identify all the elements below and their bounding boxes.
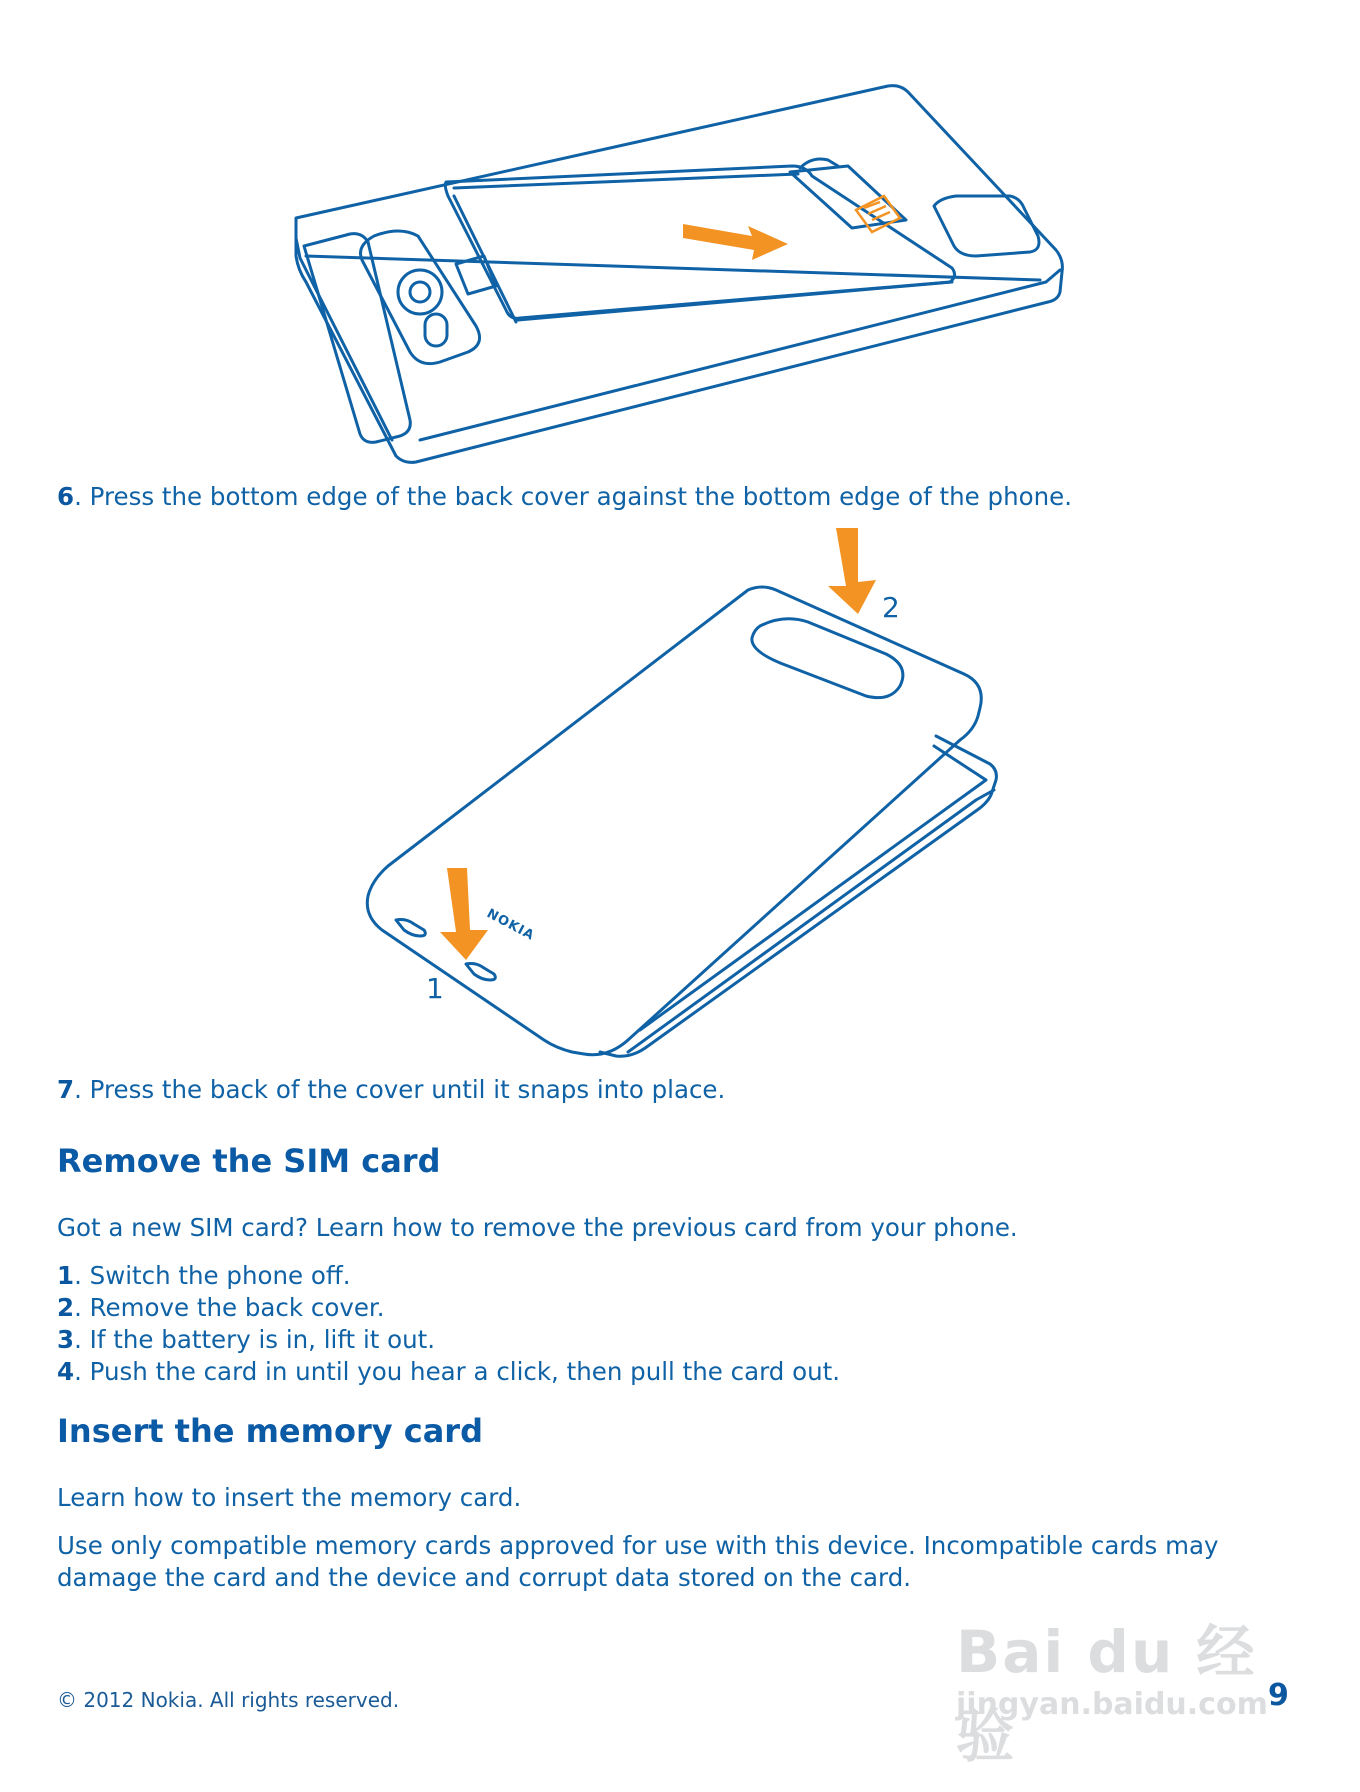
step-7-text: . Press the back of the cover until it snaps into place.	[74, 1075, 726, 1104]
label-1: 1	[426, 972, 444, 1005]
list-item-number: 3	[57, 1325, 75, 1354]
nokia-logo: NOKIA	[484, 906, 537, 944]
list-item-number: 4	[57, 1357, 75, 1386]
list-item	[57, 1292, 840, 1324]
baidu-watermark	[950, 1595, 1280, 1770]
remove-sim-intro: Got a new SIM card? Learn how to remove the previous card from your phone.	[57, 1213, 1018, 1242]
list-item	[57, 1356, 840, 1388]
insert-arrow	[683, 224, 788, 260]
copyright-footer: © 2012 Nokia. All rights reserved.	[57, 1688, 400, 1712]
step-6	[57, 482, 1072, 511]
step-7	[57, 1075, 725, 1104]
label-2: 2	[882, 591, 900, 624]
memory-card-warning: Use only compatible memory cards approved for use with this device. Incompatible cards may damage the card and the device and corrupt data stored on the card.	[57, 1531, 1219, 1592]
page-number: 9	[1268, 1678, 1289, 1713]
list-item-text: . Push the card in until you hear a click, then pull the card out.	[74, 1357, 841, 1386]
remove-sim-steps	[57, 1260, 840, 1388]
list-item	[57, 1260, 840, 1292]
list-item-text: . Remove the back cover.	[74, 1293, 385, 1322]
watermark-url: jingyan.baidu.com	[956, 1687, 1268, 1722]
press-arrow-1	[440, 868, 488, 960]
remove-sim-heading: Remove the SIM card	[57, 1142, 441, 1180]
step-7-number: 7	[57, 1075, 75, 1104]
watermark-logo: Bai du 经验	[956, 1618, 1257, 1770]
insert-memory-heading: Insert the memory card	[57, 1412, 483, 1450]
list-item	[57, 1324, 840, 1356]
step-6-number: 6	[57, 482, 75, 511]
back-cover-press-illustration	[0, 520, 1360, 1080]
battery-insert-illustration	[0, 60, 1360, 480]
list-item-number: 1	[57, 1261, 75, 1290]
press-arrow-2	[828, 528, 876, 614]
list-item-number: 2	[57, 1293, 75, 1322]
step-6-text: . Press the bottom edge of the back cover against the bottom edge of the phone.	[74, 482, 1072, 511]
insert-memory-intro: Learn how to insert the memory card.	[57, 1483, 522, 1512]
list-item-text: . If the battery is in, lift it out.	[74, 1325, 436, 1354]
list-item-text: . Switch the phone off.	[74, 1261, 351, 1290]
